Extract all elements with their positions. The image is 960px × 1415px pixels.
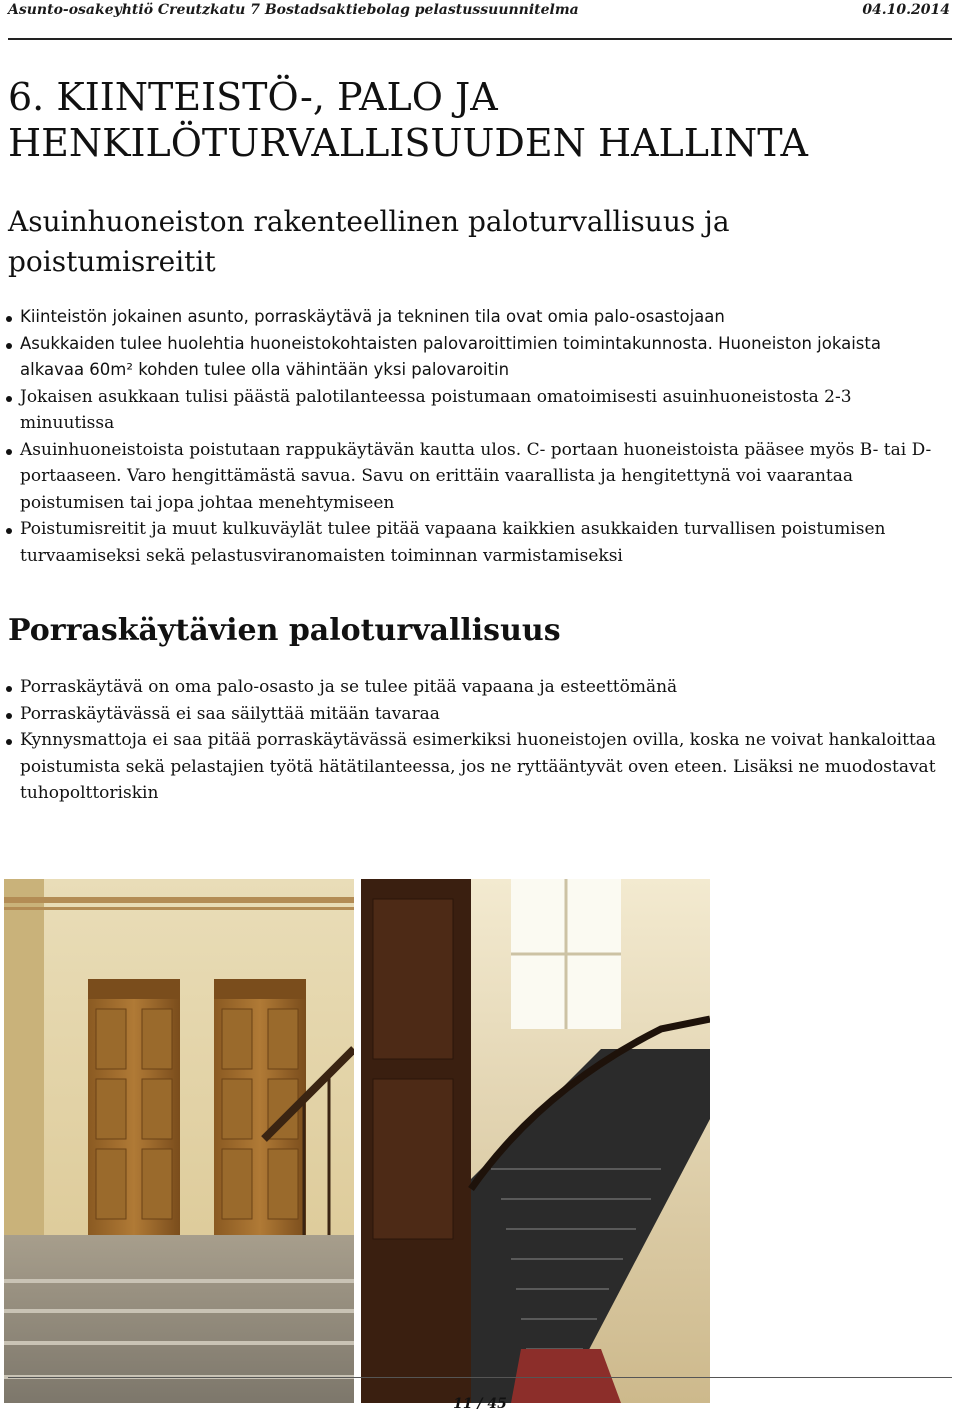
footer-divider [8,1377,952,1378]
header-title: Asunto-osakeyhtiö Creutzkatu 7 Bostadsaktiebolag pelastussuunnitelma [8,2,579,18]
subheading-stairwell-safety: Porraskäytävien paloturvallisuus [8,613,561,648]
list-item: Kynnysmattoja ei saa pitää porraskäytävässä esimerkiksi huoneistojen ovilla, koska ne voivat hankaloittaa poistumista sekä pelastajien työtä hätätilanteessa, jos ne ryttääntyvät oven eteen. Lisäksi ne muodostavat tuhopolttoriskin [4,727,950,807]
staircase-photo [361,879,710,1403]
subheading-structural-safety: Asuinhuoneiston rakenteellinen paloturvallisuus ja poistumisreitit [8,205,730,278]
page-number: 11 / 45 [453,1396,507,1412]
section-heading: 6. KIINTEISTÖ-, PALO JA HENKILÖTURVALLISUUDEN HALLINTA [8,75,808,165]
staircase-illustration [361,879,710,1403]
page-header [8,2,952,24]
header-divider [8,38,952,40]
list-item: Asukkaiden tulee huolehtia huoneistokohtaisten palovaroittimien toimintakunnosta. Huoneiston jokaista alkavaa 60m² kohden tulee olla vähintään yksi palovaroitin [4,331,950,384]
stairwell-doors-photo [4,879,354,1403]
list-item: Kiinteistön jokainen asunto, porraskäytävä ja tekninen tila ovat omia palo-osastojaan [4,304,950,331]
structural-safety-list [4,304,950,569]
list-item: Porraskäytävässä ei saa säilyttää mitään tavaraa [4,701,950,728]
stairwell-doors-illustration [4,879,354,1403]
header-date: 04.10.2014 [862,2,950,18]
list-item: Jokaisen asukkaan tulisi päästä palotilanteessa poistumaan omatoimisesti asuinhuoneistosta 2-3 minuutissa [4,384,950,437]
list-item: Porraskäytävä on oma palo-osasto ja se tulee pitää vapaana ja esteettömänä [4,674,950,701]
stairwell-safety-list [4,674,950,807]
list-item: Poistumisreitit ja muut kulkuväylät tulee pitää vapaana kaikkien asukkaiden turvallisen poistumisen turvaamiseksi sekä pelastusviranomaisten toiminnan varmistamiseksi [4,516,950,569]
list-item: Asuinhuoneistoista poistutaan rappukäytävän kautta ulos. C- portaan huoneistoista pääsee myös B- tai D- portaaseen. Varo hengittämästä savua. Savu on erittäin vaarallista ja hengitettynä voi vaarantaa poistumisen tai jopa johtaa menehtymiseen [4,437,950,517]
